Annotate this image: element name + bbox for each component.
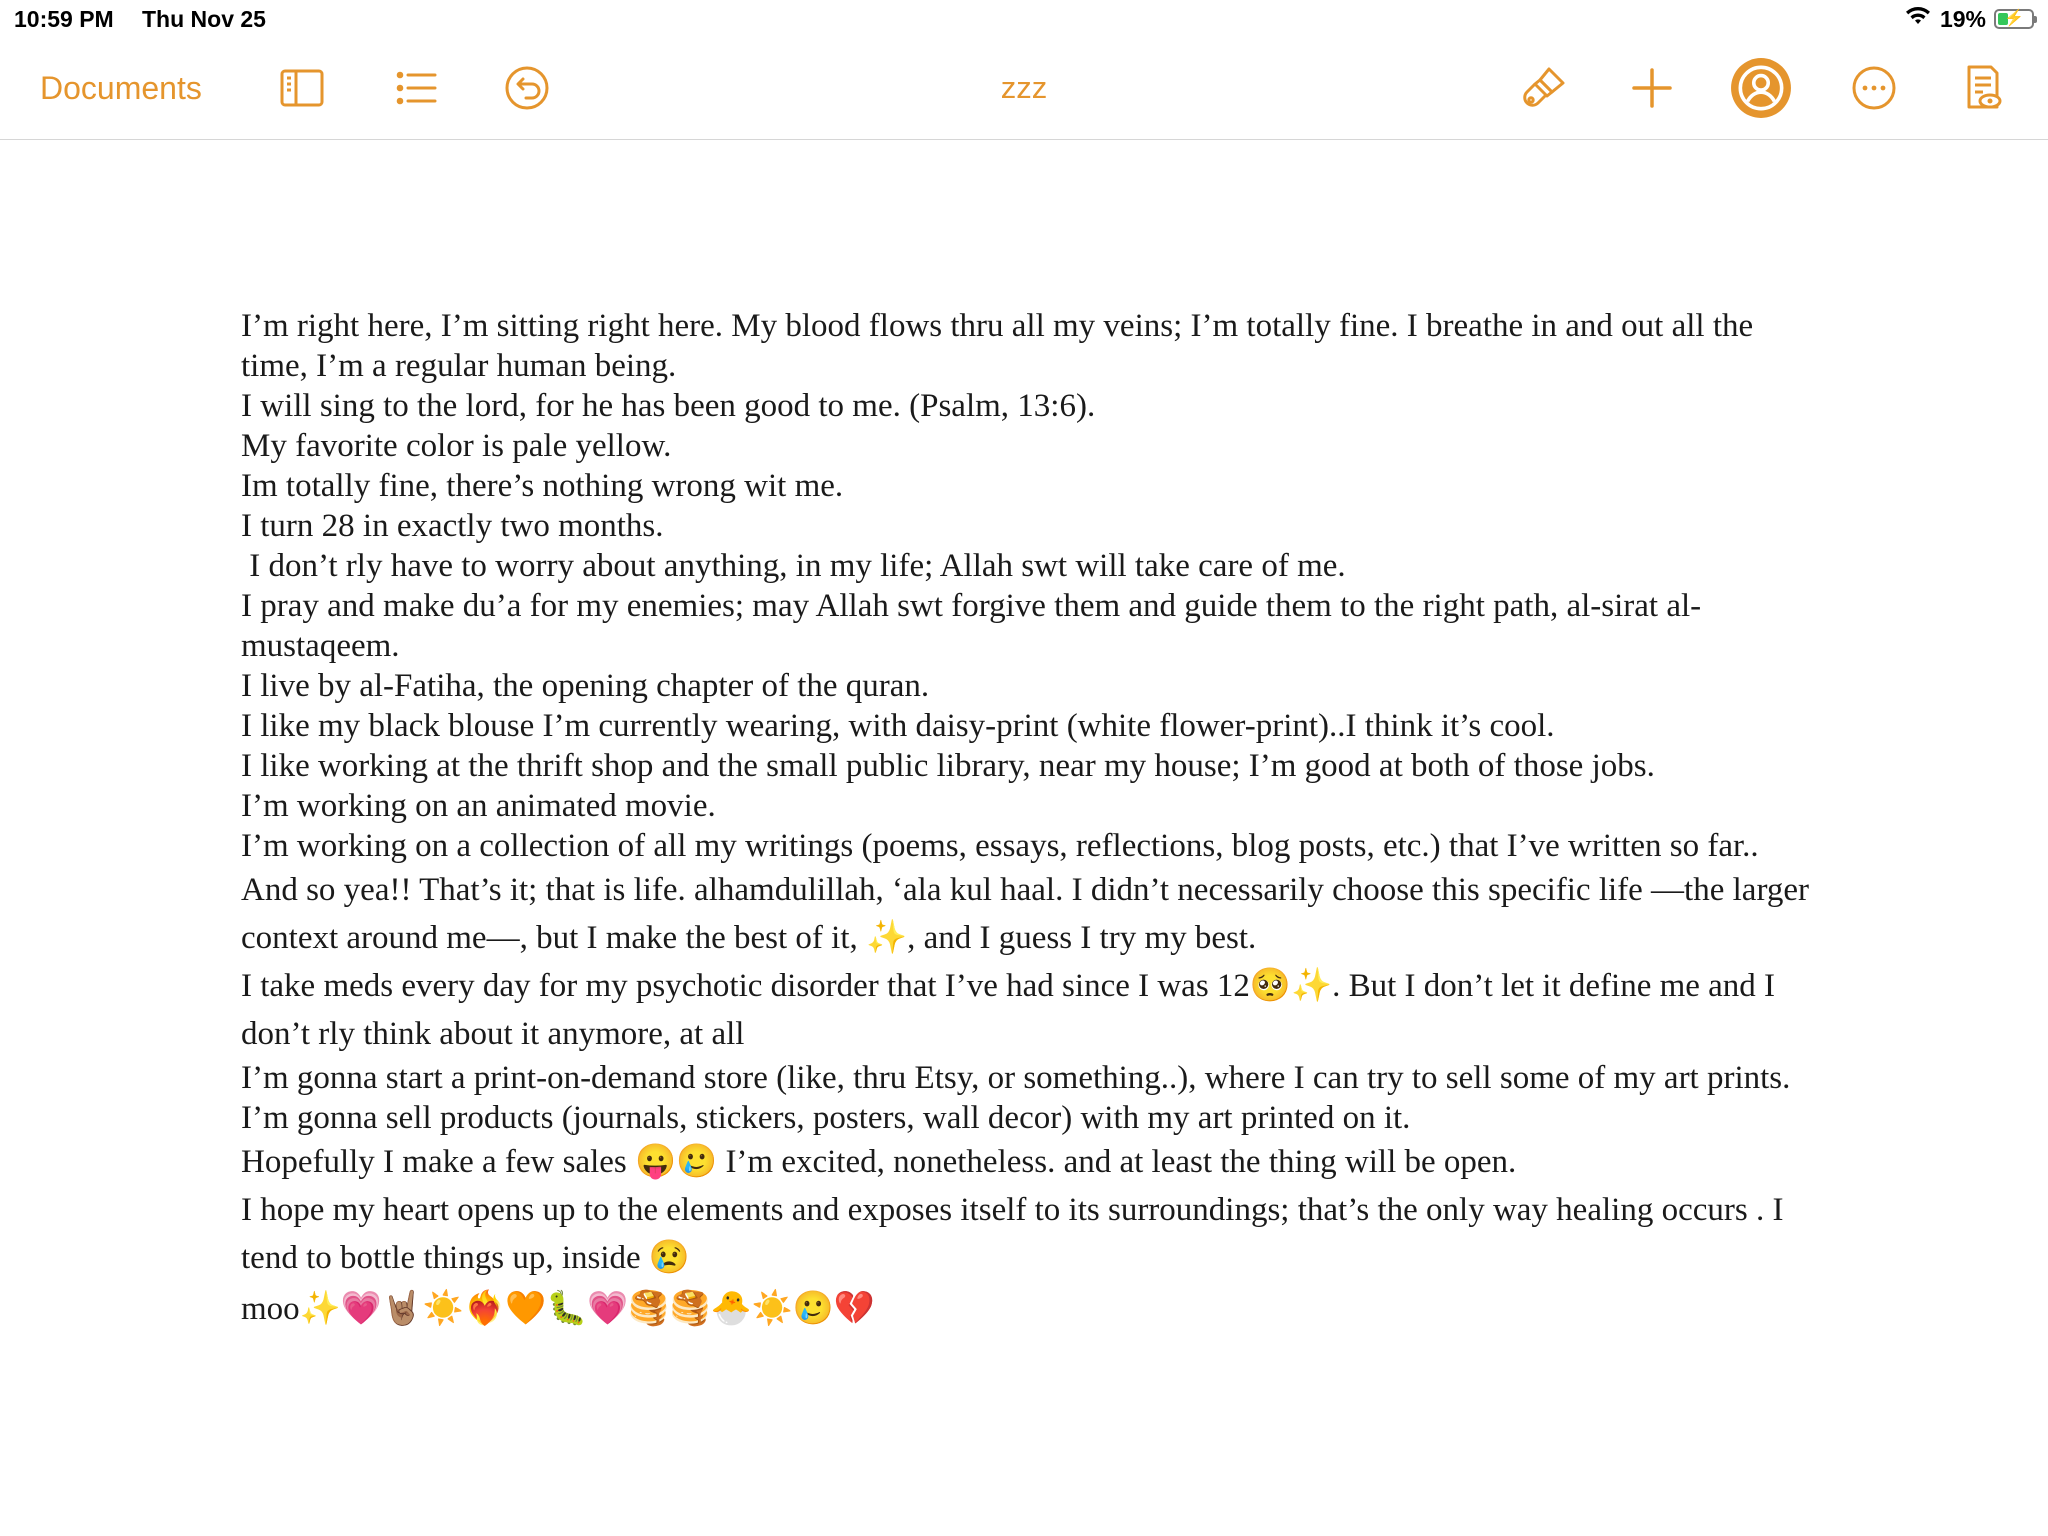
paragraph: I hope my heart opens up to the elements and exposes itself to its surroundings; that’s the only way healing occurs . I tend to bottle things up, inside 😢 — [241, 1192, 1792, 1276]
more-icon[interactable] — [1844, 62, 1904, 114]
collaborate-icon[interactable] — [1728, 58, 1794, 118]
paragraph: Hopefully I make a few sales 😛🥲 I’m excited, nonetheless. and at least the thing will be open. — [241, 1144, 1517, 1180]
paragraph: I’m gonna start a print-on-demand store (like, thru Etsy, or something..), where I can try to sell some of my art prints. I’m gonna sell products (journals, stickers, posters, wall decor) with my art printed on it. — [241, 1060, 1799, 1136]
paragraph: I don’t rly have to worry about anything, in my life; Allah swt will take care of me. — [241, 548, 1346, 584]
toolbar — [0, 38, 2048, 140]
status-time: 10:59 PM — [14, 6, 114, 32]
charging-bolt-icon: ⚡ — [2004, 10, 2024, 27]
paragraph: I take meds every day for my psychotic disorder that I’ve had since I was 12🥺✨. But I don’t let it define me and I don’t rly think about it anymore, at all — [241, 968, 1784, 1052]
paragraph: Im totally fine, there’s nothing wrong wit me. — [241, 468, 844, 504]
paragraph: I’m working on an animated movie. — [241, 788, 716, 824]
paragraph: I will sing to the lord, for he has been good to me. (Psalm, 13:6). — [241, 388, 1096, 424]
paintbrush-icon[interactable] — [1514, 62, 1574, 114]
paragraph: I’m working on a collection of all my writings (poems, essays, reflections, blog posts, etc.) that I’ve written so far.. — [241, 828, 1759, 864]
status-indicators — [1904, 5, 2034, 33]
paragraph: My favorite color is pale yellow. — [241, 428, 672, 464]
undo-icon[interactable] — [497, 62, 557, 114]
battery-percent: 19% — [1939, 5, 1986, 32]
battery-icon — [1994, 9, 2034, 29]
paragraph: moo✨💗🤘🏽☀️❤️‍🔥🧡🐛💗🥞🥞🐣☀️🥲💔 — [241, 1291, 875, 1327]
paragraph: I like my black blouse I’m currently wearing, with daisy-print (white flower-print)..I think it’s cool. — [241, 708, 1555, 744]
plus-icon[interactable] — [1622, 62, 1682, 114]
document-title[interactable]: zzz — [1000, 70, 1048, 105]
paragraph: And so yea!! That’s it; that is life. alhamdulillah, ‘ala kul haal. I didn’t necessarily choose this specific life —the larger context around me—, but I make the best of it, ✨, and I guess I try my best. — [241, 872, 1818, 956]
list-icon[interactable] — [386, 62, 446, 114]
sidebar-icon[interactable] — [272, 62, 332, 114]
reading-view-icon[interactable] — [1952, 62, 2012, 114]
paragraph: I live by al-Fatiha, the opening chapter of the quran. — [241, 668, 930, 704]
paragraph: I’m right here, I’m sitting right here. My blood flows thru all my veins; I’m totally fine. I breathe in and out all the time, I’m a regular human being. — [241, 308, 1762, 384]
wifi-icon — [1904, 5, 1932, 33]
paragraph: I turn 28 in exactly two months. — [241, 508, 664, 544]
document-body[interactable] — [241, 306, 1818, 1336]
documents-button[interactable]: Documents — [40, 69, 202, 106]
paragraph: I pray and make du’a for my enemies; may Allah swt forgive them and guide them to the right path, al-sirat al-mustaqeem. — [241, 588, 1702, 664]
status-bar — [0, 0, 2048, 38]
paragraph: I like working at the thrift shop and the small public library, near my house; I’m good at both of those jobs. — [241, 748, 1655, 784]
status-date: Thu Nov 25 — [142, 6, 266, 32]
